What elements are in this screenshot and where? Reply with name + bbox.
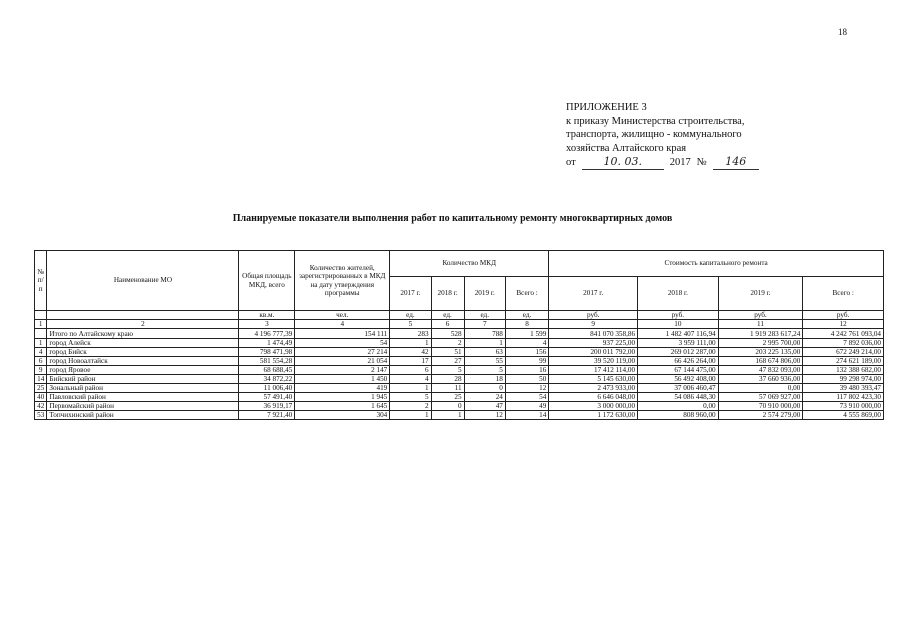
table-row bbox=[35, 348, 884, 357]
row-cost-total: 274 621 189,00 bbox=[803, 357, 884, 366]
table-row bbox=[35, 366, 884, 375]
row-cost-2019: 2 995 700,00 bbox=[718, 339, 803, 348]
unit-cell: чел. bbox=[295, 311, 390, 320]
row-num: 4 bbox=[35, 348, 47, 357]
mkd-2017-header: 2017 г. bbox=[390, 277, 431, 311]
row-name: Зональный район bbox=[47, 384, 239, 393]
date-prefix: от bbox=[566, 157, 576, 169]
row-cost-2019: 47 832 093,00 bbox=[718, 366, 803, 375]
unit-cell: ед. bbox=[390, 311, 431, 320]
unit-cell: ед. bbox=[505, 311, 548, 320]
order-year: 2017 bbox=[669, 157, 691, 169]
col-number-cell: 2 bbox=[47, 320, 239, 329]
row-cost-2017: 5 145 630,00 bbox=[549, 375, 638, 384]
row-cost-2018: 66 426 264,00 bbox=[638, 357, 719, 366]
table-row bbox=[35, 339, 884, 348]
row-mkd-2017: 42 bbox=[390, 348, 431, 357]
col-number-cell: 5 bbox=[390, 320, 431, 329]
col-number-cell: 4 bbox=[295, 320, 390, 329]
row-name: город Бийск bbox=[47, 348, 239, 357]
col-number-cell: 8 bbox=[505, 320, 548, 329]
row-num: 25 bbox=[35, 384, 47, 393]
col-area-header: Общая площадь МКД, всего bbox=[239, 251, 295, 311]
row-mkd-2017: 1 bbox=[390, 384, 431, 393]
row-cost-total: 39 480 393,47 bbox=[803, 384, 884, 393]
row-mkd-2018: 5 bbox=[431, 366, 464, 375]
appendix-line: транспорта, жилищно - коммунального bbox=[566, 129, 742, 141]
row-cost-2018: 56 492 408,00 bbox=[638, 375, 719, 384]
col-number-cell: 9 bbox=[549, 320, 638, 329]
row-mkd-2019: 24 bbox=[464, 393, 505, 402]
row-mkd-2017: 4 bbox=[390, 375, 431, 384]
row-cost-total: 7 892 036,00 bbox=[803, 339, 884, 348]
row-residents: 419 bbox=[295, 384, 390, 393]
document-title: Планируемые показатели выполнения работ по капитальному ремонту многоквартирных домов bbox=[232, 213, 673, 224]
row-cost-2017: 17 412 114,00 bbox=[549, 366, 638, 375]
total-name: Итого по Алтайскому краю bbox=[47, 329, 239, 339]
row-cost-2018: 808 960,00 bbox=[638, 411, 719, 420]
row-mkd-total: 12 bbox=[505, 384, 548, 393]
row-mkd-total: 4 bbox=[505, 339, 548, 348]
row-cost-2018: 37 006 460,47 bbox=[638, 384, 719, 393]
table-row bbox=[35, 402, 884, 411]
unit-cell: руб. bbox=[638, 311, 719, 320]
row-mkd-total: 49 bbox=[505, 402, 548, 411]
row-mkd-2019: 1 bbox=[464, 339, 505, 348]
row-cost-2017: 39 520 119,00 bbox=[549, 357, 638, 366]
cost-2019-header: 2019 г. bbox=[718, 277, 803, 311]
row-cost-2017: 937 225,00 bbox=[549, 339, 638, 348]
row-cost-total: 4 555 869,00 bbox=[803, 411, 884, 420]
cost-group-header: Стоимость капитального ремонта bbox=[549, 251, 884, 277]
row-mkd-2017: 1 bbox=[390, 339, 431, 348]
row-mkd-2018: 11 bbox=[431, 384, 464, 393]
row-cost-total: 672 249 214,00 bbox=[803, 348, 884, 357]
row-area: 68 688,45 bbox=[239, 366, 295, 375]
row-residents: 304 bbox=[295, 411, 390, 420]
row-num: 6 bbox=[35, 357, 47, 366]
row-num: 42 bbox=[35, 402, 47, 411]
row-cost-2018: 67 144 475,00 bbox=[638, 366, 719, 375]
appendix-line: хозяйства Алтайского края bbox=[566, 142, 687, 154]
row-mkd-2017: 17 bbox=[390, 357, 431, 366]
column-numbers-row bbox=[35, 320, 884, 329]
row-mkd-2019: 5 bbox=[464, 366, 505, 375]
col-name-header: Наименование МО bbox=[47, 251, 239, 311]
mkd-count-group-header: Количество МКД bbox=[390, 251, 549, 277]
row-cost-2018: 269 012 287,00 bbox=[638, 348, 719, 357]
row-mkd-2019: 55 bbox=[464, 357, 505, 366]
row-mkd-2019: 63 bbox=[464, 348, 505, 357]
header-row-1 bbox=[35, 251, 884, 277]
unit-cell: кв.м. bbox=[239, 311, 295, 320]
cost-2017-header: 2017 г. bbox=[549, 277, 638, 311]
row-cost-2019: 0,00 bbox=[718, 384, 803, 393]
row-mkd-2017: 1 bbox=[390, 411, 431, 420]
number-sign: № bbox=[696, 157, 707, 169]
col-number-cell: 1 bbox=[35, 320, 47, 329]
row-residents: 27 214 bbox=[295, 348, 390, 357]
total-cost-total: 4 242 761 093,04 bbox=[803, 329, 884, 339]
row-mkd-total: 54 bbox=[505, 393, 548, 402]
row-mkd-total: 50 bbox=[505, 375, 548, 384]
total-residents: 154 111 bbox=[295, 329, 390, 339]
row-area: 36 919,17 bbox=[239, 402, 295, 411]
row-num: 9 bbox=[35, 366, 47, 375]
row-mkd-2018: 1 bbox=[431, 411, 464, 420]
row-cost-2017: 3 000 000,00 bbox=[549, 402, 638, 411]
row-mkd-2018: 25 bbox=[431, 393, 464, 402]
row-cost-2017: 2 473 933,00 bbox=[549, 384, 638, 393]
row-cost-2019: 168 674 806,00 bbox=[718, 357, 803, 366]
table-row bbox=[35, 357, 884, 366]
capital-repair-table bbox=[34, 250, 884, 420]
row-cost-total: 73 910 000,00 bbox=[803, 402, 884, 411]
row-cost-total: 99 298 974,00 bbox=[803, 375, 884, 384]
row-name: город Яровое bbox=[47, 366, 239, 375]
row-residents: 1 945 bbox=[295, 393, 390, 402]
row-name: город Новоалтайск bbox=[47, 357, 239, 366]
col-number-cell: 3 bbox=[239, 320, 295, 329]
row-mkd-2018: 2 bbox=[431, 339, 464, 348]
appendix-title: ПРИЛОЖЕНИЕ 3 bbox=[566, 102, 647, 113]
total-mkd-total: 1 599 bbox=[505, 329, 548, 339]
row-residents: 1 645 bbox=[295, 402, 390, 411]
row-mkd-2017: 5 bbox=[390, 393, 431, 402]
row-name: Павловский район bbox=[47, 393, 239, 402]
col-number-cell: 7 bbox=[464, 320, 505, 329]
unit-cell: ед. bbox=[431, 311, 464, 320]
row-area: 1 474,49 bbox=[239, 339, 295, 348]
row-area: 7 921,40 bbox=[239, 411, 295, 420]
row-cost-2019: 57 069 927,00 bbox=[718, 393, 803, 402]
row-mkd-2018: 51 bbox=[431, 348, 464, 357]
total-num bbox=[35, 329, 47, 339]
row-mkd-2019: 0 bbox=[464, 384, 505, 393]
row-mkd-2019: 18 bbox=[464, 375, 505, 384]
col-number-cell: 11 bbox=[718, 320, 803, 329]
row-mkd-2019: 12 bbox=[464, 411, 505, 420]
row-mkd-2018: 27 bbox=[431, 357, 464, 366]
row-cost-total: 132 388 682,00 bbox=[803, 366, 884, 375]
total-cost-2019: 1 919 283 617,24 bbox=[718, 329, 803, 339]
row-num: 53 bbox=[35, 411, 47, 420]
row-mkd-2018: 28 bbox=[431, 375, 464, 384]
row-cost-2017: 200 011 792,00 bbox=[549, 348, 638, 357]
appendix-block bbox=[566, 101, 759, 170]
unit-cell: руб. bbox=[803, 311, 884, 320]
total-mkd-2017: 283 bbox=[390, 329, 431, 339]
mkd-total-header: Всего : bbox=[505, 277, 548, 311]
table-row bbox=[35, 384, 884, 393]
row-area: 34 872,22 bbox=[239, 375, 295, 384]
total-row bbox=[35, 329, 884, 339]
table-row bbox=[35, 411, 884, 420]
unit-cell: ед. bbox=[464, 311, 505, 320]
total-cost-2018: 1 482 407 116,94 bbox=[638, 329, 719, 339]
row-name: Топчихинский район bbox=[47, 411, 239, 420]
row-cost-2019: 2 574 279,00 bbox=[718, 411, 803, 420]
unit-cell: руб. bbox=[549, 311, 638, 320]
page-number: 18 bbox=[838, 27, 847, 37]
col-number-cell: 10 bbox=[638, 320, 719, 329]
row-mkd-2018: 0 bbox=[431, 402, 464, 411]
row-cost-2019: 37 660 936,00 bbox=[718, 375, 803, 384]
total-cost-2017: 841 070 358,86 bbox=[549, 329, 638, 339]
row-residents: 54 bbox=[295, 339, 390, 348]
row-num: 14 bbox=[35, 375, 47, 384]
cost-2018-header: 2018 г. bbox=[638, 277, 719, 311]
row-mkd-total: 16 bbox=[505, 366, 548, 375]
col-number-cell: 12 bbox=[803, 320, 884, 329]
order-date-line bbox=[566, 155, 759, 170]
row-num: 1 bbox=[35, 339, 47, 348]
unit-cell: руб. bbox=[718, 311, 803, 320]
row-cost-total: 117 802 423,30 bbox=[803, 393, 884, 402]
total-mkd-2019: 788 bbox=[464, 329, 505, 339]
row-name: город Алейск bbox=[47, 339, 239, 348]
row-area: 798 471,98 bbox=[239, 348, 295, 357]
table-row bbox=[35, 375, 884, 384]
row-num: 40 bbox=[35, 393, 47, 402]
handwritten-date: 10. 03. bbox=[582, 155, 664, 170]
cost-total-header: Всего : bbox=[803, 277, 884, 311]
row-cost-2019: 70 910 000,00 bbox=[718, 402, 803, 411]
col-number-cell: 6 bbox=[431, 320, 464, 329]
row-mkd-2017: 2 bbox=[390, 402, 431, 411]
col-num-header: № п/п bbox=[35, 251, 47, 311]
row-area: 57 491,40 bbox=[239, 393, 295, 402]
row-mkd-2019: 47 bbox=[464, 402, 505, 411]
row-mkd-total: 156 bbox=[505, 348, 548, 357]
row-mkd-total: 14 bbox=[505, 411, 548, 420]
row-area: 11 006,40 bbox=[239, 384, 295, 393]
row-residents: 2 147 bbox=[295, 366, 390, 375]
row-residents: 1 450 bbox=[295, 375, 390, 384]
mkd-2018-header: 2018 г. bbox=[431, 277, 464, 311]
row-name: Первомайский район bbox=[47, 402, 239, 411]
total-mkd-2018: 528 bbox=[431, 329, 464, 339]
row-cost-2018: 3 959 111,00 bbox=[638, 339, 719, 348]
row-residents: 21 054 bbox=[295, 357, 390, 366]
row-cost-2017: 1 172 630,00 bbox=[549, 411, 638, 420]
row-area: 581 554,28 bbox=[239, 357, 295, 366]
row-cost-2018: 54 086 448,30 bbox=[638, 393, 719, 402]
row-cost-2019: 203 225 135,00 bbox=[718, 348, 803, 357]
units-row bbox=[35, 311, 884, 320]
col-residents-header: Количество жителей, зарегистрированных в МКД на дату утверждения программы bbox=[295, 251, 390, 311]
total-area: 4 196 777,39 bbox=[239, 329, 295, 339]
mkd-2019-header: 2019 г. bbox=[464, 277, 505, 311]
row-cost-2018: 0,00 bbox=[638, 402, 719, 411]
row-mkd-2017: 6 bbox=[390, 366, 431, 375]
table-row bbox=[35, 393, 884, 402]
handwritten-number: 146 bbox=[713, 155, 759, 170]
row-mkd-total: 99 bbox=[505, 357, 548, 366]
row-cost-2017: 6 646 048,00 bbox=[549, 393, 638, 402]
appendix-line: к приказу Министерства строительства, bbox=[566, 115, 745, 127]
row-name: Бийский район bbox=[47, 375, 239, 384]
